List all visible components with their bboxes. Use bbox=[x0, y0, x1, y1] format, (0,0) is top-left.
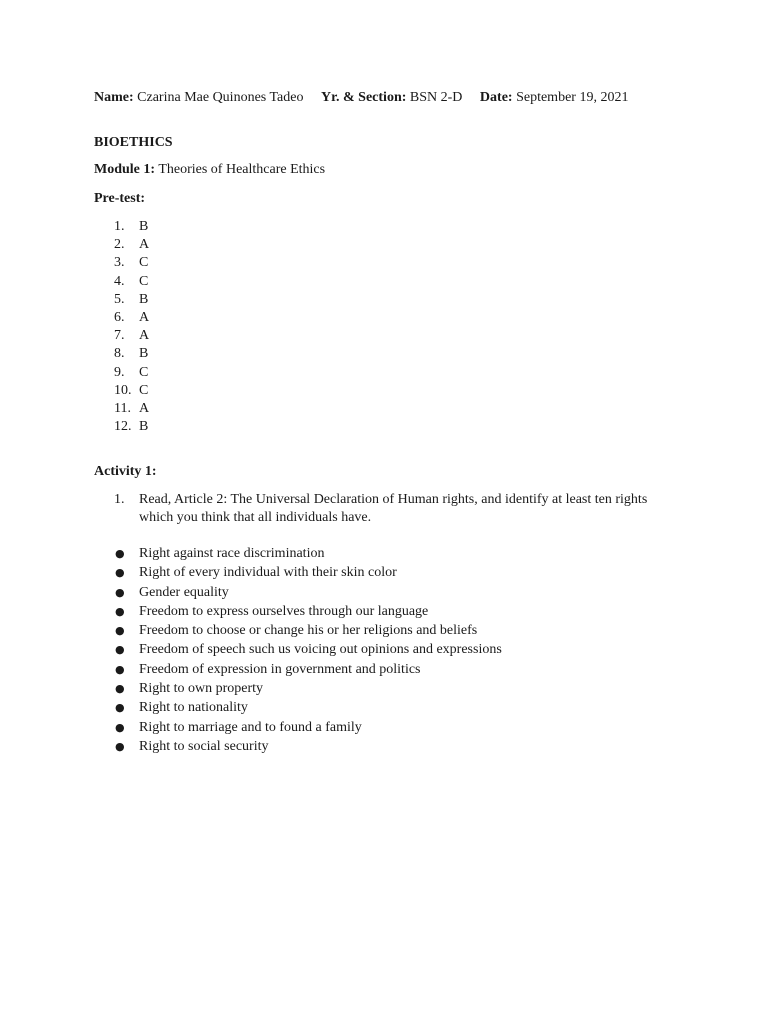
answer-letter: B bbox=[139, 419, 149, 435]
list-item bbox=[114, 680, 502, 699]
answer-letter: A bbox=[139, 400, 150, 416]
right-text: Right to marriage and to found a family bbox=[139, 719, 362, 735]
answer-letter: C bbox=[139, 273, 149, 289]
activity-instruction bbox=[114, 491, 674, 527]
list-item bbox=[114, 603, 502, 622]
instruction-number: 1. bbox=[114, 492, 125, 507]
student-name: Czarina Mae Quinones Tadeo bbox=[137, 90, 304, 105]
bullet-icon: ● bbox=[115, 643, 125, 657]
answer-number: 8. bbox=[114, 346, 125, 362]
answer-letter: A bbox=[139, 237, 150, 253]
bullet-icon: ● bbox=[115, 720, 125, 734]
answer-letter: B bbox=[139, 219, 149, 234]
answer-number: 11. bbox=[114, 400, 131, 416]
right-text: Gender equality bbox=[139, 584, 229, 600]
list-item bbox=[114, 641, 502, 660]
date-value: September 19, 2021 bbox=[516, 90, 629, 105]
list-item bbox=[94, 236, 149, 254]
right-text: Freedom of expression in government and politics bbox=[139, 661, 421, 677]
list-item bbox=[94, 400, 149, 418]
bullet-icon: ● bbox=[115, 662, 125, 676]
activity-title: Activity 1: bbox=[94, 464, 157, 479]
answer-number: 12. bbox=[114, 419, 132, 435]
module-line bbox=[94, 161, 325, 179]
answer-letter: A bbox=[139, 309, 150, 325]
right-text: Freedom to choose or change his or her religions and beliefs bbox=[139, 623, 478, 639]
list-item bbox=[94, 254, 149, 272]
pretest-title: Pre-test: bbox=[94, 191, 146, 206]
list-item bbox=[94, 364, 149, 382]
list-item bbox=[114, 545, 502, 564]
module-title: Theories of Healthcare Ethics bbox=[158, 162, 326, 177]
right-text: Freedom to express ourselves through our language bbox=[139, 603, 429, 619]
answer-letter: C bbox=[139, 364, 149, 380]
list-item bbox=[94, 382, 149, 400]
bullet-icon: ● bbox=[115, 701, 125, 715]
answer-number: 10. bbox=[114, 382, 132, 398]
right-text: Right to nationality bbox=[139, 700, 248, 716]
list-item bbox=[114, 661, 502, 680]
bullet-icon: ● bbox=[115, 604, 125, 618]
bullet-icon: ● bbox=[115, 585, 125, 599]
answer-number: 5. bbox=[114, 291, 125, 307]
list-item bbox=[114, 738, 502, 757]
list-item bbox=[114, 699, 502, 718]
date-label: Date: bbox=[479, 90, 513, 105]
list-item bbox=[94, 327, 149, 345]
answer-letter: A bbox=[139, 328, 150, 344]
section-value: BSN 2-D bbox=[409, 90, 463, 105]
bullet-icon: ● bbox=[115, 682, 125, 696]
answer-number: 3. bbox=[114, 255, 125, 271]
right-text: Right of every individual with their skin color bbox=[139, 565, 397, 581]
section-label: Yr. & Section: bbox=[320, 90, 407, 105]
list-item bbox=[94, 218, 149, 236]
right-text: Right to own property bbox=[139, 681, 264, 697]
answer-number: 6. bbox=[114, 309, 125, 325]
instruction-text: Read, Article 2: The Universal Declaration of Human rights, and identify at least ten rights which you think that all individuals have. bbox=[139, 492, 648, 525]
answer-letter: C bbox=[139, 255, 149, 271]
list-item bbox=[94, 345, 149, 363]
answer-number: 2. bbox=[114, 237, 125, 253]
right-text: Right against race discrimination bbox=[139, 546, 325, 561]
list-item bbox=[114, 719, 502, 738]
answer-number: 7. bbox=[114, 328, 125, 344]
list-item bbox=[114, 584, 502, 603]
list-item bbox=[114, 564, 502, 583]
list-item bbox=[94, 418, 149, 436]
bullet-icon: ● bbox=[115, 566, 125, 580]
bullet-icon: ● bbox=[115, 739, 125, 753]
answer-number: 4. bbox=[114, 273, 125, 289]
name-label: Name: bbox=[94, 90, 134, 105]
subject-title: BIOETHICS bbox=[94, 135, 173, 150]
header-line bbox=[94, 88, 664, 107]
right-text: Freedom of speech such us voicing out opinions and expressions bbox=[139, 642, 502, 658]
list-item bbox=[94, 273, 149, 291]
answer-letter: B bbox=[139, 346, 149, 362]
pretest-answer-list bbox=[94, 218, 149, 436]
module-label: Module 1: bbox=[94, 162, 156, 177]
answer-number: 1. bbox=[114, 219, 125, 234]
right-text: Right to social security bbox=[139, 738, 269, 754]
list-item bbox=[114, 622, 502, 641]
answer-number: 9. bbox=[114, 364, 125, 380]
bullet-icon: ● bbox=[115, 547, 125, 560]
rights-list bbox=[114, 545, 502, 757]
bullet-icon: ● bbox=[115, 624, 125, 638]
answer-letter: C bbox=[139, 382, 149, 398]
list-item bbox=[94, 309, 149, 327]
list-item bbox=[94, 291, 149, 309]
answer-letter: B bbox=[139, 291, 149, 307]
